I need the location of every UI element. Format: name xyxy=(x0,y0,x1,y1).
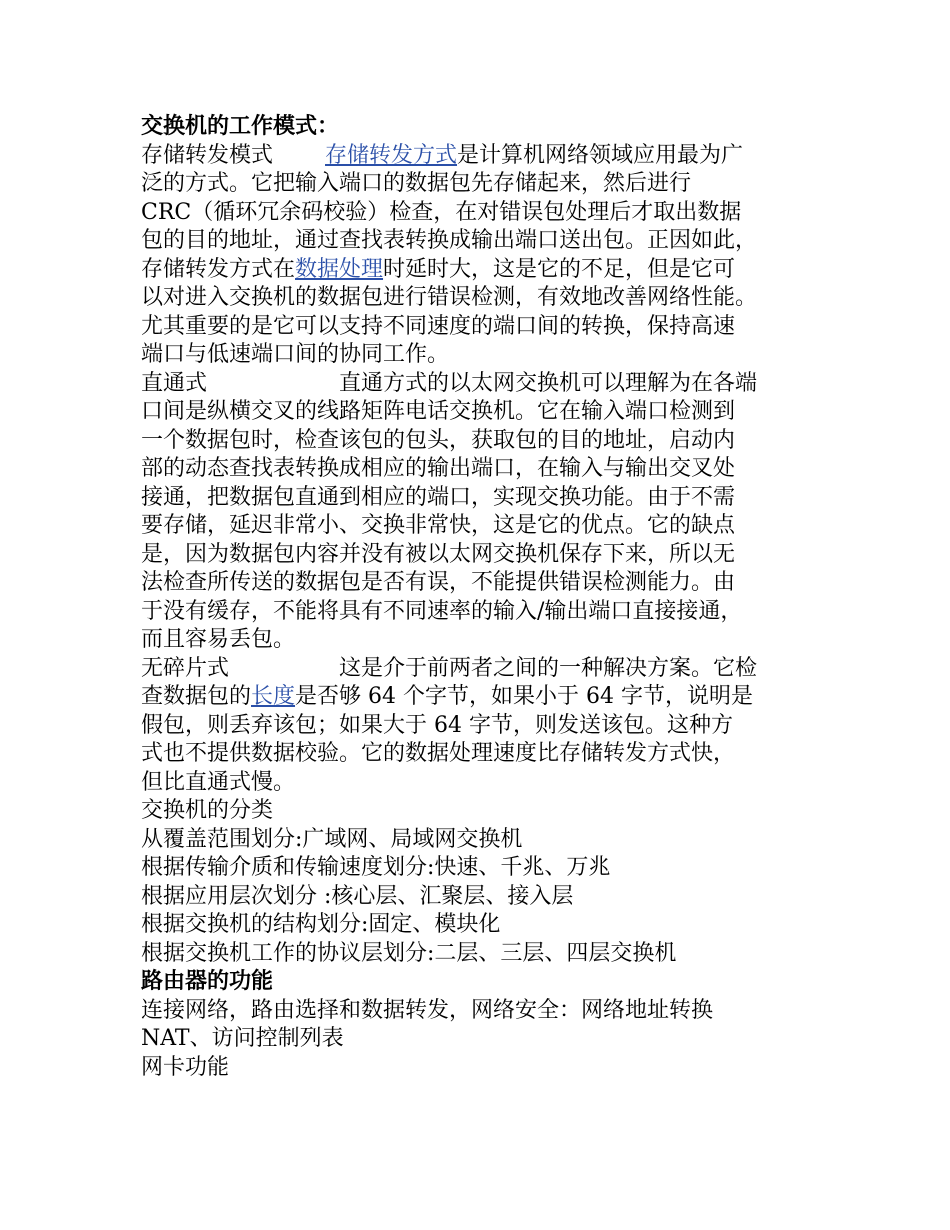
cut-through-line-10: 而且容易丢包。 xyxy=(141,627,296,652)
cut-through-term: 直通式 xyxy=(141,370,208,396)
cut-through-line-4: 部的动态查找表转换成相应的输出端口，在输入与输出交叉处 xyxy=(141,456,736,481)
classification-title: 交换机的分类 xyxy=(141,798,274,823)
store-forward-line-2: 泛的方式。它把输入端口的数据包先存储起来，然后进行 xyxy=(141,171,692,196)
store-forward-line-5 xyxy=(141,256,831,285)
classification-item: 根据传输介质和传输速度划分:快速、千兆、万兆 xyxy=(141,855,611,880)
store-forward-line-4: 包的目的地址，通过查找表转换成输出端口送出包。正因如此， xyxy=(141,228,758,253)
store-forward-line-7: 尤其重要的是它可以支持不同速度的端口间的转换，保持高速 xyxy=(141,313,736,339)
store-forward-line-6: 以对进入交换机的数据包进行错误检测，有效地改善网络性能。 xyxy=(141,285,758,310)
store-forward-line-8: 端口与低速端口间的协同工作。 xyxy=(141,342,450,367)
fragment-free-term: 无碎片式 xyxy=(141,655,230,681)
cut-through-text: 直通方式的以太网交换机可以理解为在各端 xyxy=(339,370,758,396)
cut-through-line-7: 是，因为数据包内容并没有被以太网交换机保存下来，所以无 xyxy=(141,541,736,567)
classification-item: 从覆盖范围划分:广域网、局域网交换机 xyxy=(141,826,523,852)
heading-switch-modes: 交换机的工作模式： xyxy=(141,114,340,139)
classification-item: 根据交换机工作的协议层划分:二层、三层、四层交换机 xyxy=(141,940,677,966)
cut-through-line-9: 于没有缓存，不能将具有不同速率的输入/输出端口直接接通， xyxy=(141,598,743,624)
store-forward-line-3: CRC（循环冗余码校验）检查，在对错误包处理后才取出数据 xyxy=(141,199,742,225)
store-forward-term: 存储转发模式 xyxy=(141,142,274,168)
fragment-free-line-1 xyxy=(141,655,831,684)
classification-item: 根据交换机的结构划分:固定、模块化 xyxy=(141,912,501,937)
store-forward-line-1 xyxy=(141,142,831,171)
fragment-free-text: 查数据包的 xyxy=(141,684,252,709)
classification-item: 根据应用层次划分 :核心层、汇聚层、接入层 xyxy=(141,883,574,909)
store-forward-link[interactable]: 存储转发方式 xyxy=(325,142,458,168)
fragment-free-text: 是否够 64 个字节，如果小于 64 字节，说明是 xyxy=(295,684,753,709)
fragment-free-line-4: 式也不提供数据校验。它的数据处理速度比存储转发方式快， xyxy=(141,741,736,766)
router-line-1: 连接网络，路由选择和数据转发，网络安全：网络地址转换 xyxy=(141,997,714,1023)
length-link[interactable]: 长度 xyxy=(251,684,296,709)
document-body xyxy=(141,113,831,1082)
router-line-2: NAT、访问控制列表 xyxy=(141,1026,344,1051)
store-forward-text: 存储转发方式在 xyxy=(141,256,296,282)
fragment-free-line-5: 但比直通式慢。 xyxy=(141,769,296,795)
cut-through-line-2: 口间是纵横交叉的线路矩阵电话交换机。它在输入端口检测到 xyxy=(141,399,736,424)
cut-through-line-6: 要存储，延迟非常小、交换非常快，这是它的优点。它的缺点 xyxy=(141,513,736,538)
heading-router-functions: 路由器的功能 xyxy=(141,969,274,994)
cut-through-line-8: 法检查所传送的数据包是否有误，不能提供错误检测能力。由 xyxy=(141,570,736,595)
store-forward-text: 时延时大，这是它的不足，但是它可 xyxy=(383,256,736,282)
fragment-free-text: 这是介于前两者之间的一种解决方案。它检 xyxy=(339,655,758,681)
data-processing-link[interactable]: 数据处理 xyxy=(295,256,384,282)
cut-through-line-1 xyxy=(141,370,831,399)
store-forward-text: 是计算机网络领域应用最为广 xyxy=(457,142,744,168)
fragment-free-line-3: 假包，则丢弃该包；如果大于 64 字节，则发送该包。这种方 xyxy=(141,712,733,738)
fragment-free-line-2 xyxy=(141,683,831,712)
cut-through-line-3: 一个数据包时，检查该包的包头，获取包的目的地址，启动内 xyxy=(141,427,736,453)
cut-through-line-5: 接通，把数据包直通到相应的端口，实现交换功能。由于不需 xyxy=(141,484,736,510)
nic-function: 网卡功能 xyxy=(141,1054,230,1080)
